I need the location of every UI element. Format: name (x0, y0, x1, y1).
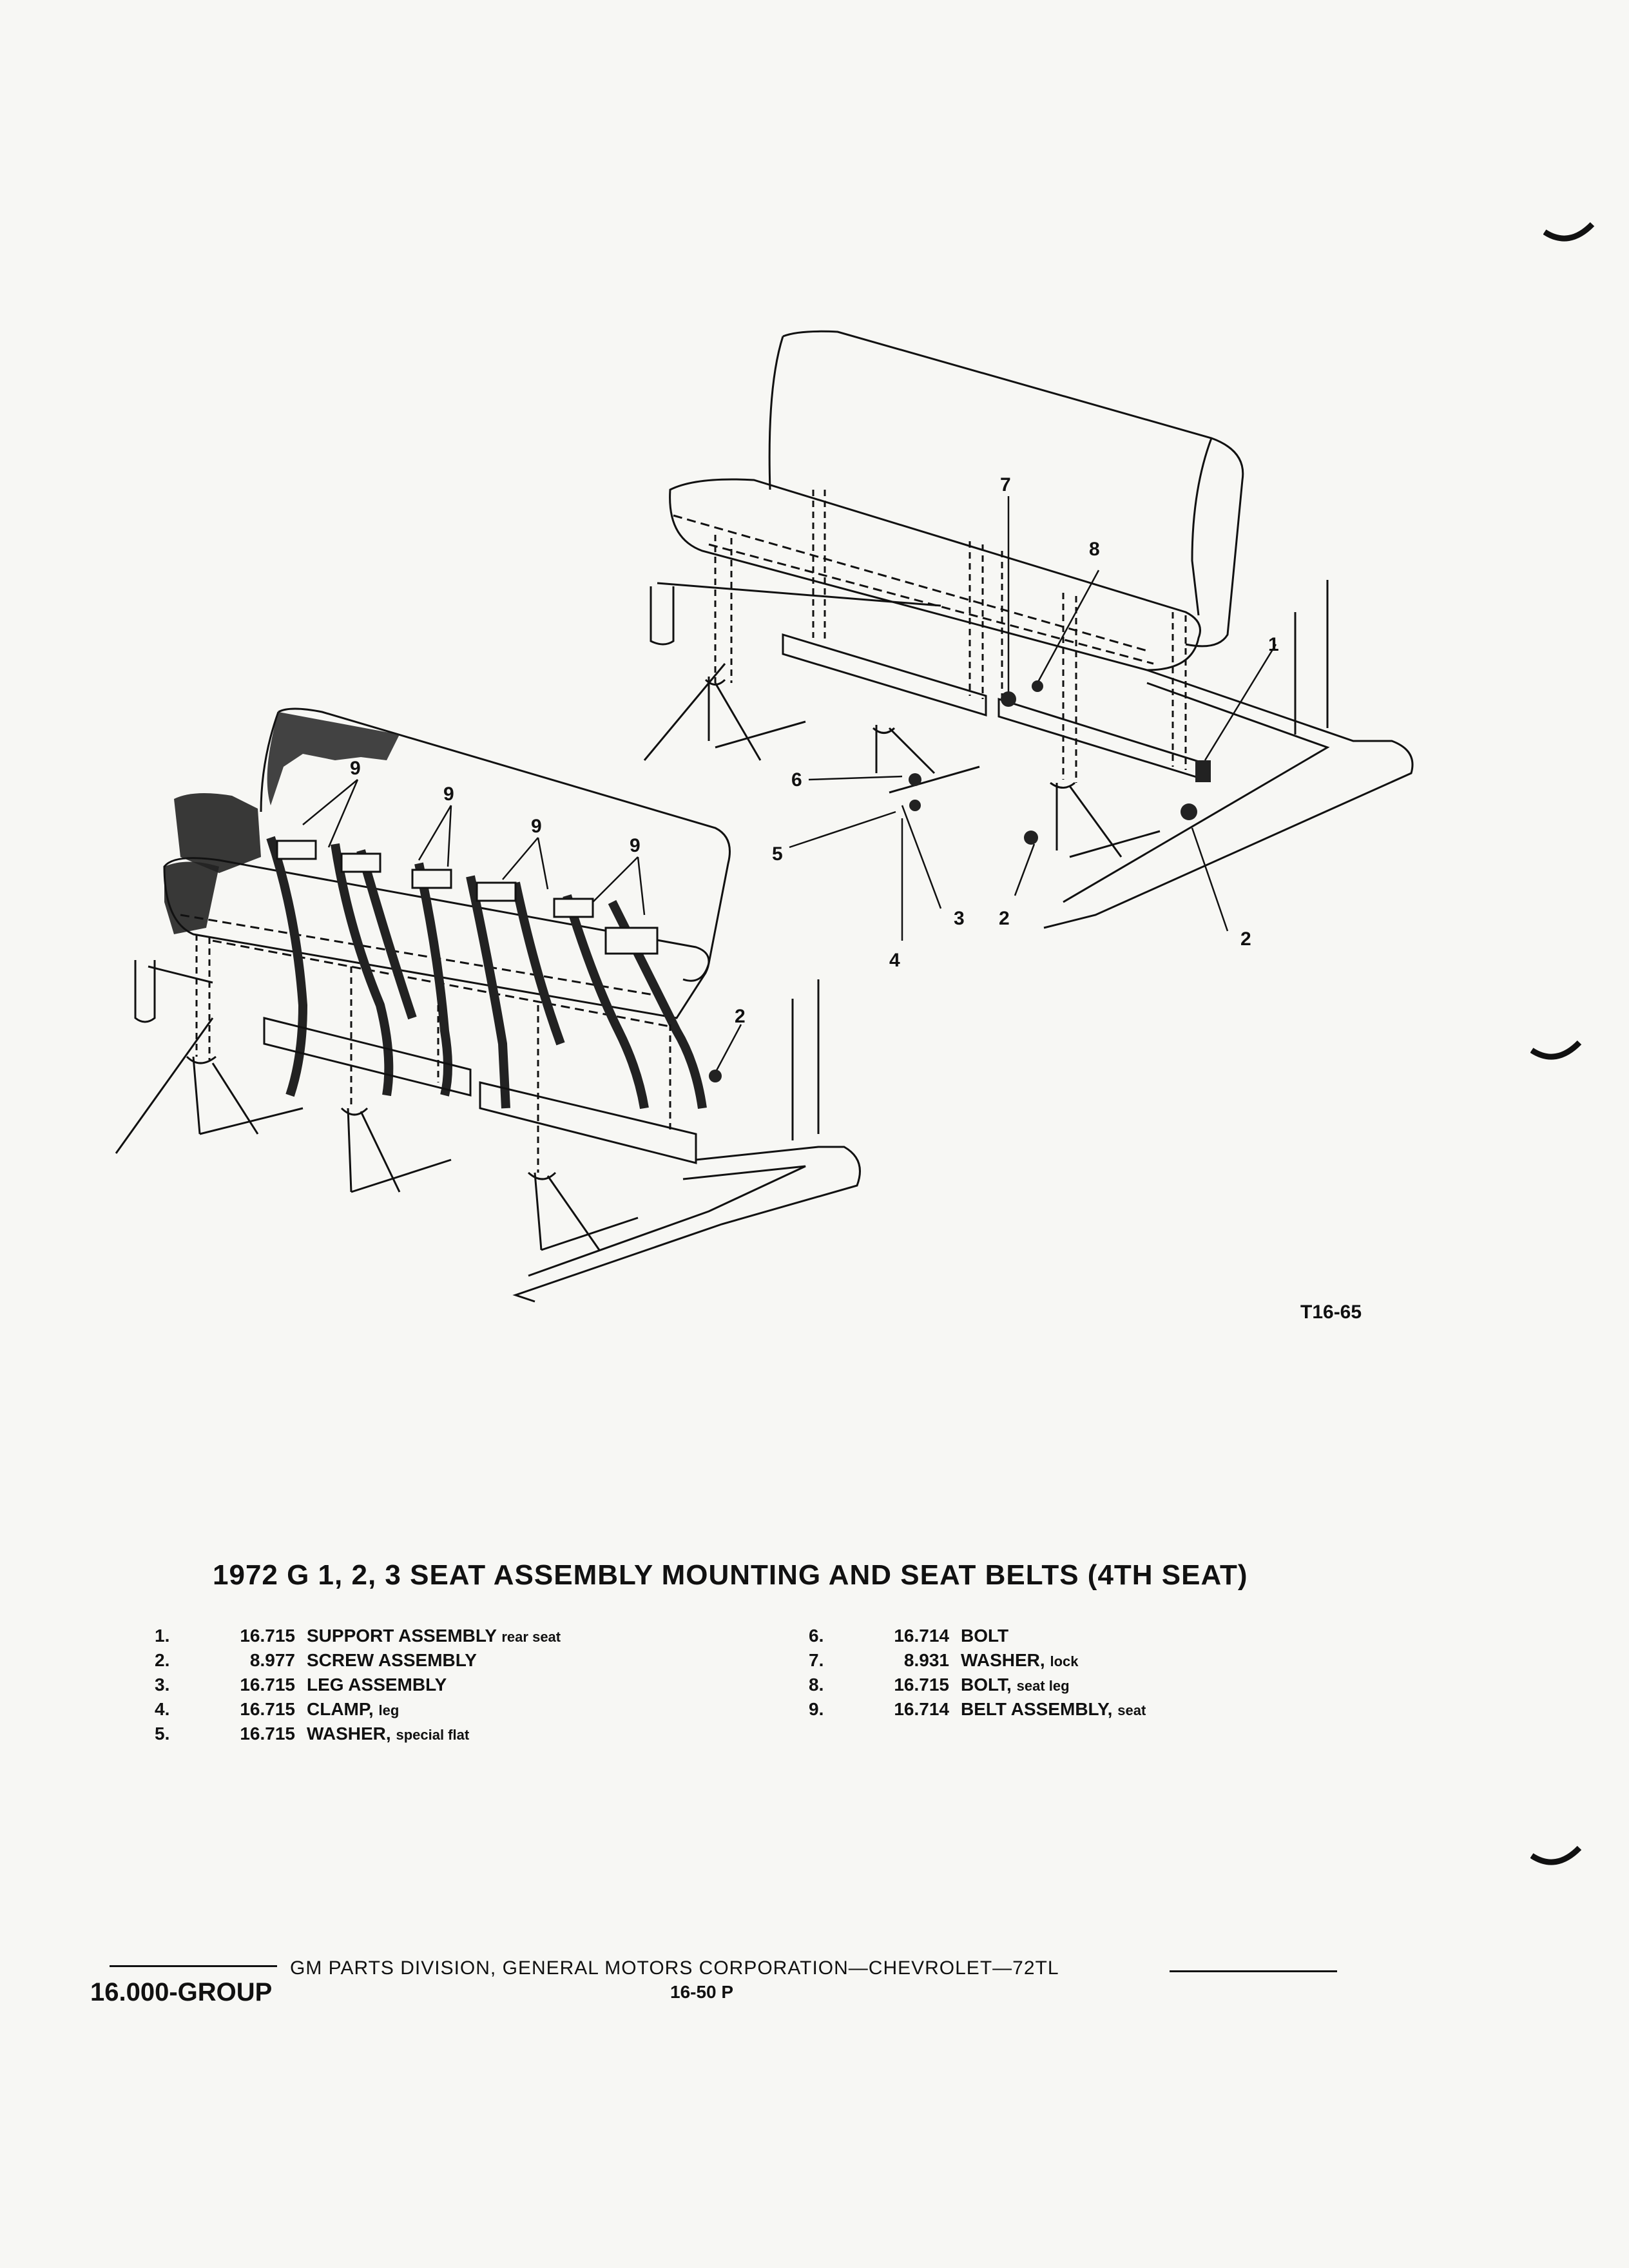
group-code: 16.715 (240, 1699, 295, 1719)
part-number: 1. (155, 1626, 170, 1646)
part-number: 2. (155, 1650, 170, 1670)
page-title: 1972 G 1, 2, 3 SEAT ASSEMBLY MOUNTING AND SEAT BELTS (4TH SEAT) (213, 1559, 1248, 1591)
callout-4: 4 (889, 950, 900, 971)
footer-rule-left (110, 1965, 277, 1967)
part-description: SCREW ASSEMBLY (307, 1650, 477, 1670)
parts-list-item (155, 1624, 561, 1648)
parts-list-right (809, 1624, 1146, 1722)
parts-list-item (155, 1697, 561, 1722)
part-description: BELT ASSEMBLY, seat (961, 1699, 1146, 1719)
parts-list-item (809, 1697, 1146, 1722)
callout-3: 3 (954, 908, 965, 929)
group-code: 16.714 (894, 1699, 949, 1719)
front-floor-panel (116, 960, 860, 1302)
rear-seat-frame (706, 635, 1205, 857)
parts-list-item (809, 1624, 1146, 1648)
part-description: SUPPORT ASSEMBLY rear seat (307, 1626, 561, 1646)
part-description: BOLT, seat leg (961, 1675, 1070, 1695)
rear-floor-panel (644, 580, 1412, 928)
callout-9: 9 (443, 783, 454, 805)
group-code: 16.715 (240, 1724, 295, 1744)
callout-9: 9 (531, 816, 542, 837)
page-number: 16-50 P (670, 1982, 734, 2002)
parts-list-left (155, 1624, 561, 1746)
callout-8: 8 (1089, 539, 1100, 560)
part-number: 7. (809, 1650, 824, 1670)
part-number: 4. (155, 1699, 170, 1719)
callout-6: 6 (791, 769, 802, 791)
front-seat-frame (187, 1018, 696, 1250)
group-code: 16.715 (894, 1675, 949, 1695)
callout-9: 9 (350, 758, 361, 779)
parts-list-item (809, 1673, 1146, 1697)
callout-2: 2 (999, 908, 1010, 929)
callout-1: 1 (1268, 634, 1279, 655)
group-code: 8.977 (249, 1650, 295, 1670)
group-code: 16.715 (240, 1675, 295, 1695)
callout-2: 2 (1240, 928, 1251, 950)
parts-list-item (155, 1722, 561, 1746)
part-number: 8. (809, 1675, 824, 1695)
footer-division: GM PARTS DIVISION, GENERAL MOTORS CORPORATION—CHEVROLET—72TL (290, 1957, 1059, 1979)
callout-2: 2 (735, 1006, 746, 1027)
binder-hole-mark (1530, 1843, 1582, 1875)
group-code: 16.715 (240, 1626, 295, 1646)
parts-list-item (155, 1648, 561, 1673)
seat-belts (271, 838, 702, 1108)
part-number: 6. (809, 1626, 824, 1646)
footer-group: 16.000-GROUP (90, 1978, 273, 2006)
part-description: BOLT (961, 1626, 1009, 1646)
part-description: WASHER, special flat (307, 1724, 470, 1744)
front-seat-upholstery-shading (164, 712, 400, 934)
callout-7: 7 (1000, 474, 1011, 495)
group-code: 16.714 (894, 1626, 949, 1646)
part-description: WASHER, lock (961, 1650, 1079, 1670)
part-description: CLAMP, leg (307, 1699, 400, 1719)
part-number: 9. (809, 1699, 824, 1719)
figure-code: T16-65 (1300, 1302, 1362, 1323)
hardware-parts (709, 680, 1211, 1082)
part-description: LEG ASSEMBLY (307, 1675, 447, 1695)
part-number: 5. (155, 1724, 170, 1744)
callout-5: 5 (772, 843, 783, 865)
part-number: 3. (155, 1675, 170, 1695)
footer-rule-right (1170, 1970, 1337, 1972)
callout-9: 9 (630, 835, 641, 856)
parts-list-item (809, 1648, 1146, 1673)
parts-list-item (155, 1673, 561, 1697)
group-code: 8.931 (903, 1650, 949, 1670)
rear-seat-cushion (670, 479, 1200, 670)
